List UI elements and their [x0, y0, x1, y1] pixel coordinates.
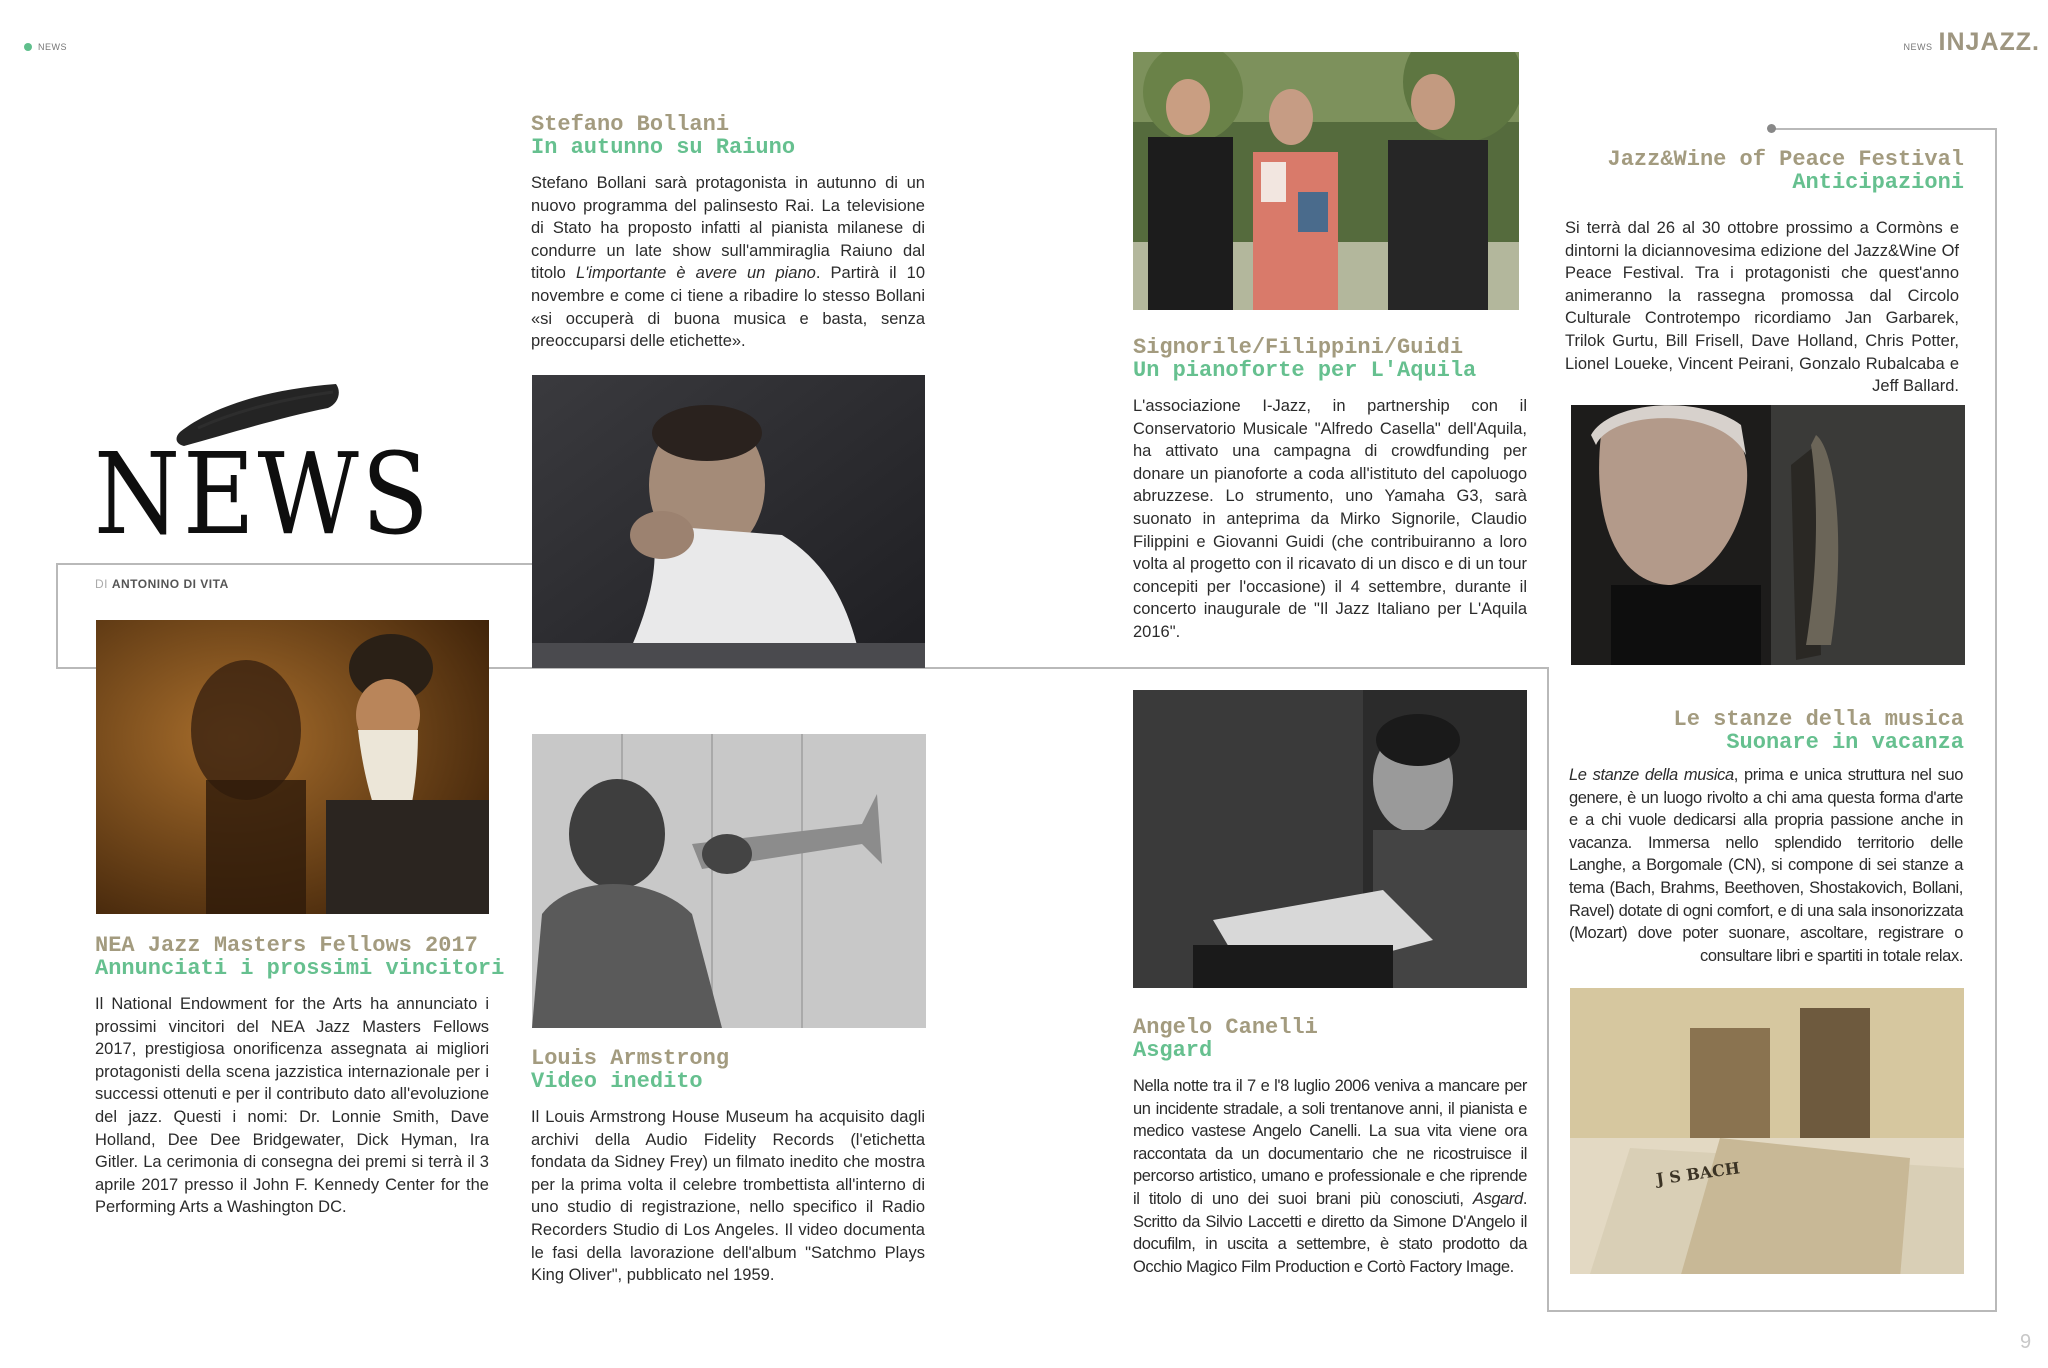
- frame-rule: [1772, 128, 1997, 130]
- body-part: , prima e unica struttura nel suo genere, è un luogo rivolto a chi ama questa forma d'arte e a chi vuole dedicarsi alla propria passione anche in vacanza. Immersa nello splendido territorio delle Langhe, a Borgomale (CN), si compone di sei stanze a tema (Bach, Brahms, Beethoven, Shostakovich, Bollani, Ravel) dotate di ogni comfort, e di una sala insonorizzata (Mozart) dove poter suonare, ascoltare, registrare o consultare libri e spartiti in totale relax.: [1569, 766, 1964, 965]
- article-body: [1569, 764, 1963, 967]
- masthead-title: NEWS: [94, 430, 432, 560]
- body-part: . Partirà il 10 novembre e come ci tiene a ribadire lo stesso Bollani «si occuperà di buona musica e basta, senza preoccuparsi delle etichette».: [531, 264, 926, 351]
- frame-rule: [56, 563, 532, 565]
- body-emphasis: L'importante è avere un piano: [575, 264, 816, 283]
- body-part: Nella notte tra il 7 e l'8 luglio 2006 veniva a mancare per un incidente stradale, a soli trentanove anni, il pianista e medico vastese Angelo Canelli. La sua vita viene ora raccontata da un documentario che ne ricostruisce il percorso artistico, umano e professionale e che riprende il titolo di uno dei suoi brani più conosciuti,: [1133, 1077, 1527, 1208]
- left-header: [24, 42, 67, 52]
- green-dot-icon: [24, 43, 32, 51]
- byline: [95, 577, 229, 591]
- trio-photo: [1133, 52, 1519, 310]
- body-part: Stefano Bollani sarà protagonista in autunno di un nuovo programma del palinsesto Rai. La televisione di Stato ha proposto infatti al pianista milanese di condurre un late show sull'ammiraglia Raiuno dal titolo: [531, 174, 925, 283]
- article-title: Louis Armstrong: [531, 1046, 730, 1071]
- article-title: Angelo Canelli: [1133, 1015, 1318, 1040]
- sax-player-photo: [1571, 405, 1965, 665]
- article-body: Si terrà dal 26 al 30 ottobre prossimo a Cormòns e dintorni la diciannovesima edizione del Jazz&Wine Of Peace Festival. Tra i protagonisti che quest'anno animeranno la rassegna promossa dal Circolo Culturale Controtempo ricordiamo Jan Garbarek, Trilok Gurtu, Bill Frisell, Dave Holland, Chris Potter, Lionel Loueke, Vincent Peirani, Gonzalo Rubalcaba e Jeff Ballard.: [1565, 219, 1959, 396]
- section-label-right: NEWS: [1903, 42, 1933, 52]
- article-subtitle: Video inedito: [531, 1069, 703, 1094]
- article-body: L'associazione I-Jazz, in partnership con il Conservatorio Musicale "Alfredo Casella" dell'Aquila, ha attivato una campagna di crowdfunding per donare un pianoforte a coda all'istituto del capoluogo abruzzese. Lo strumento, uno Yamaha G3, sarà suonato in anteprima da Mirko Signorile, Claudio Filippini e Giovanni Guidi (che contribuiranno a loro volta al progetto con il ricavato di un disco e di un tour concepiti per l'occasione) il 4 settembre, durante il concerto inaugurale de "Il Jazz Italiano per L'Aquila 2016".: [1133, 397, 1527, 641]
- body-emphasis: Asgard: [1472, 1189, 1523, 1208]
- article-body: [1133, 1075, 1527, 1278]
- article-subtitle: Un pianoforte per L'Aquila: [1133, 358, 1477, 383]
- article-body: [531, 172, 925, 353]
- right-header: [1904, 28, 2040, 57]
- article-title: Signorile/Filippini/Guidi: [1133, 335, 1464, 360]
- byline-prefix: DI: [95, 577, 108, 591]
- article-title: Stefano Bollani: [531, 112, 730, 137]
- bollani-photo: [532, 375, 925, 668]
- article-title: Le stanze della musica: [1673, 707, 1964, 732]
- frame-dot-icon: [1767, 124, 1776, 133]
- bach-room-photo: [1570, 988, 1964, 1274]
- article-title: Jazz&Wine of Peace Festival: [1607, 147, 1964, 172]
- article-title: NEA Jazz Masters Fellows 2017: [95, 933, 478, 958]
- bach-book-label: J S BACH: [1655, 1158, 1741, 1189]
- body-part: . Scritto da Silvio Laccetti e diretto da Simone D'Angelo il docufilm, in uscita a settembre, è stato prodotto da Occhio Magico Film Production e Cortò Factory Image.: [1133, 1189, 1527, 1276]
- article-body: Il Louis Armstrong House Museum ha acquisito dagli archivi della Audio Fidelity Records (l'etichetta fondata da Sidney Frey) un filmato inedito che mostra per la prima volta il celebre trombettista all'interno di uno studio di registrazione, nello specifico il Radio Recorders Studio di Los Angeles. Il video documenta le fasi della lavorazione dell'album "Satchmo Plays King Oliver", pubblicato nel 1959.: [531, 1108, 925, 1285]
- brand-logo: INJAZZ.: [1938, 28, 2040, 56]
- frame-rule: [56, 563, 58, 669]
- article-subtitle: Suonare in vacanza: [1726, 730, 1964, 755]
- armstrong-photo: [532, 734, 926, 1028]
- article-subtitle: In autunno su Raiuno: [531, 135, 796, 160]
- byline-author: ANTONINO DI VITA: [111, 577, 229, 591]
- article-subtitle: Annunciati i prossimi vincitori: [95, 956, 505, 981]
- canelli-photo: [1133, 690, 1527, 988]
- article-subtitle: Anticipazioni: [1792, 170, 1964, 195]
- lonnie-smith-photo: [96, 620, 489, 914]
- article-subtitle: Asgard: [1133, 1038, 1213, 1063]
- page-number: 9: [2020, 1331, 2032, 1353]
- article-body: Il National Endowment for the Arts ha annunciato i prossimi vincitori del NEA Jazz Masters Fellows 2017, prestigiosa onorificenza assegnata ai migliori protagonisti della scena jazzistica internazionale per i successi ottenuti e per il contributo dato all'evoluzione del jazz. Questi i nomi: Dr. Lonnie Smith, Dave Holland, Dee Dee Bridgewater, Dick Hyman, Ira Gitler. La cerimonia di consegna dei premi si terrà il 3 aprile 2017 presso il John F. Kennedy Center for the Performing Arts a Washington DC.: [95, 995, 489, 1217]
- frame-rule: [1547, 667, 1549, 1311]
- section-label: NEWS: [38, 42, 67, 52]
- body-emphasis: Le stanze della musica: [1569, 766, 1734, 784]
- frame-rule: [1547, 1310, 1997, 1312]
- frame-rule: [1995, 128, 1997, 1312]
